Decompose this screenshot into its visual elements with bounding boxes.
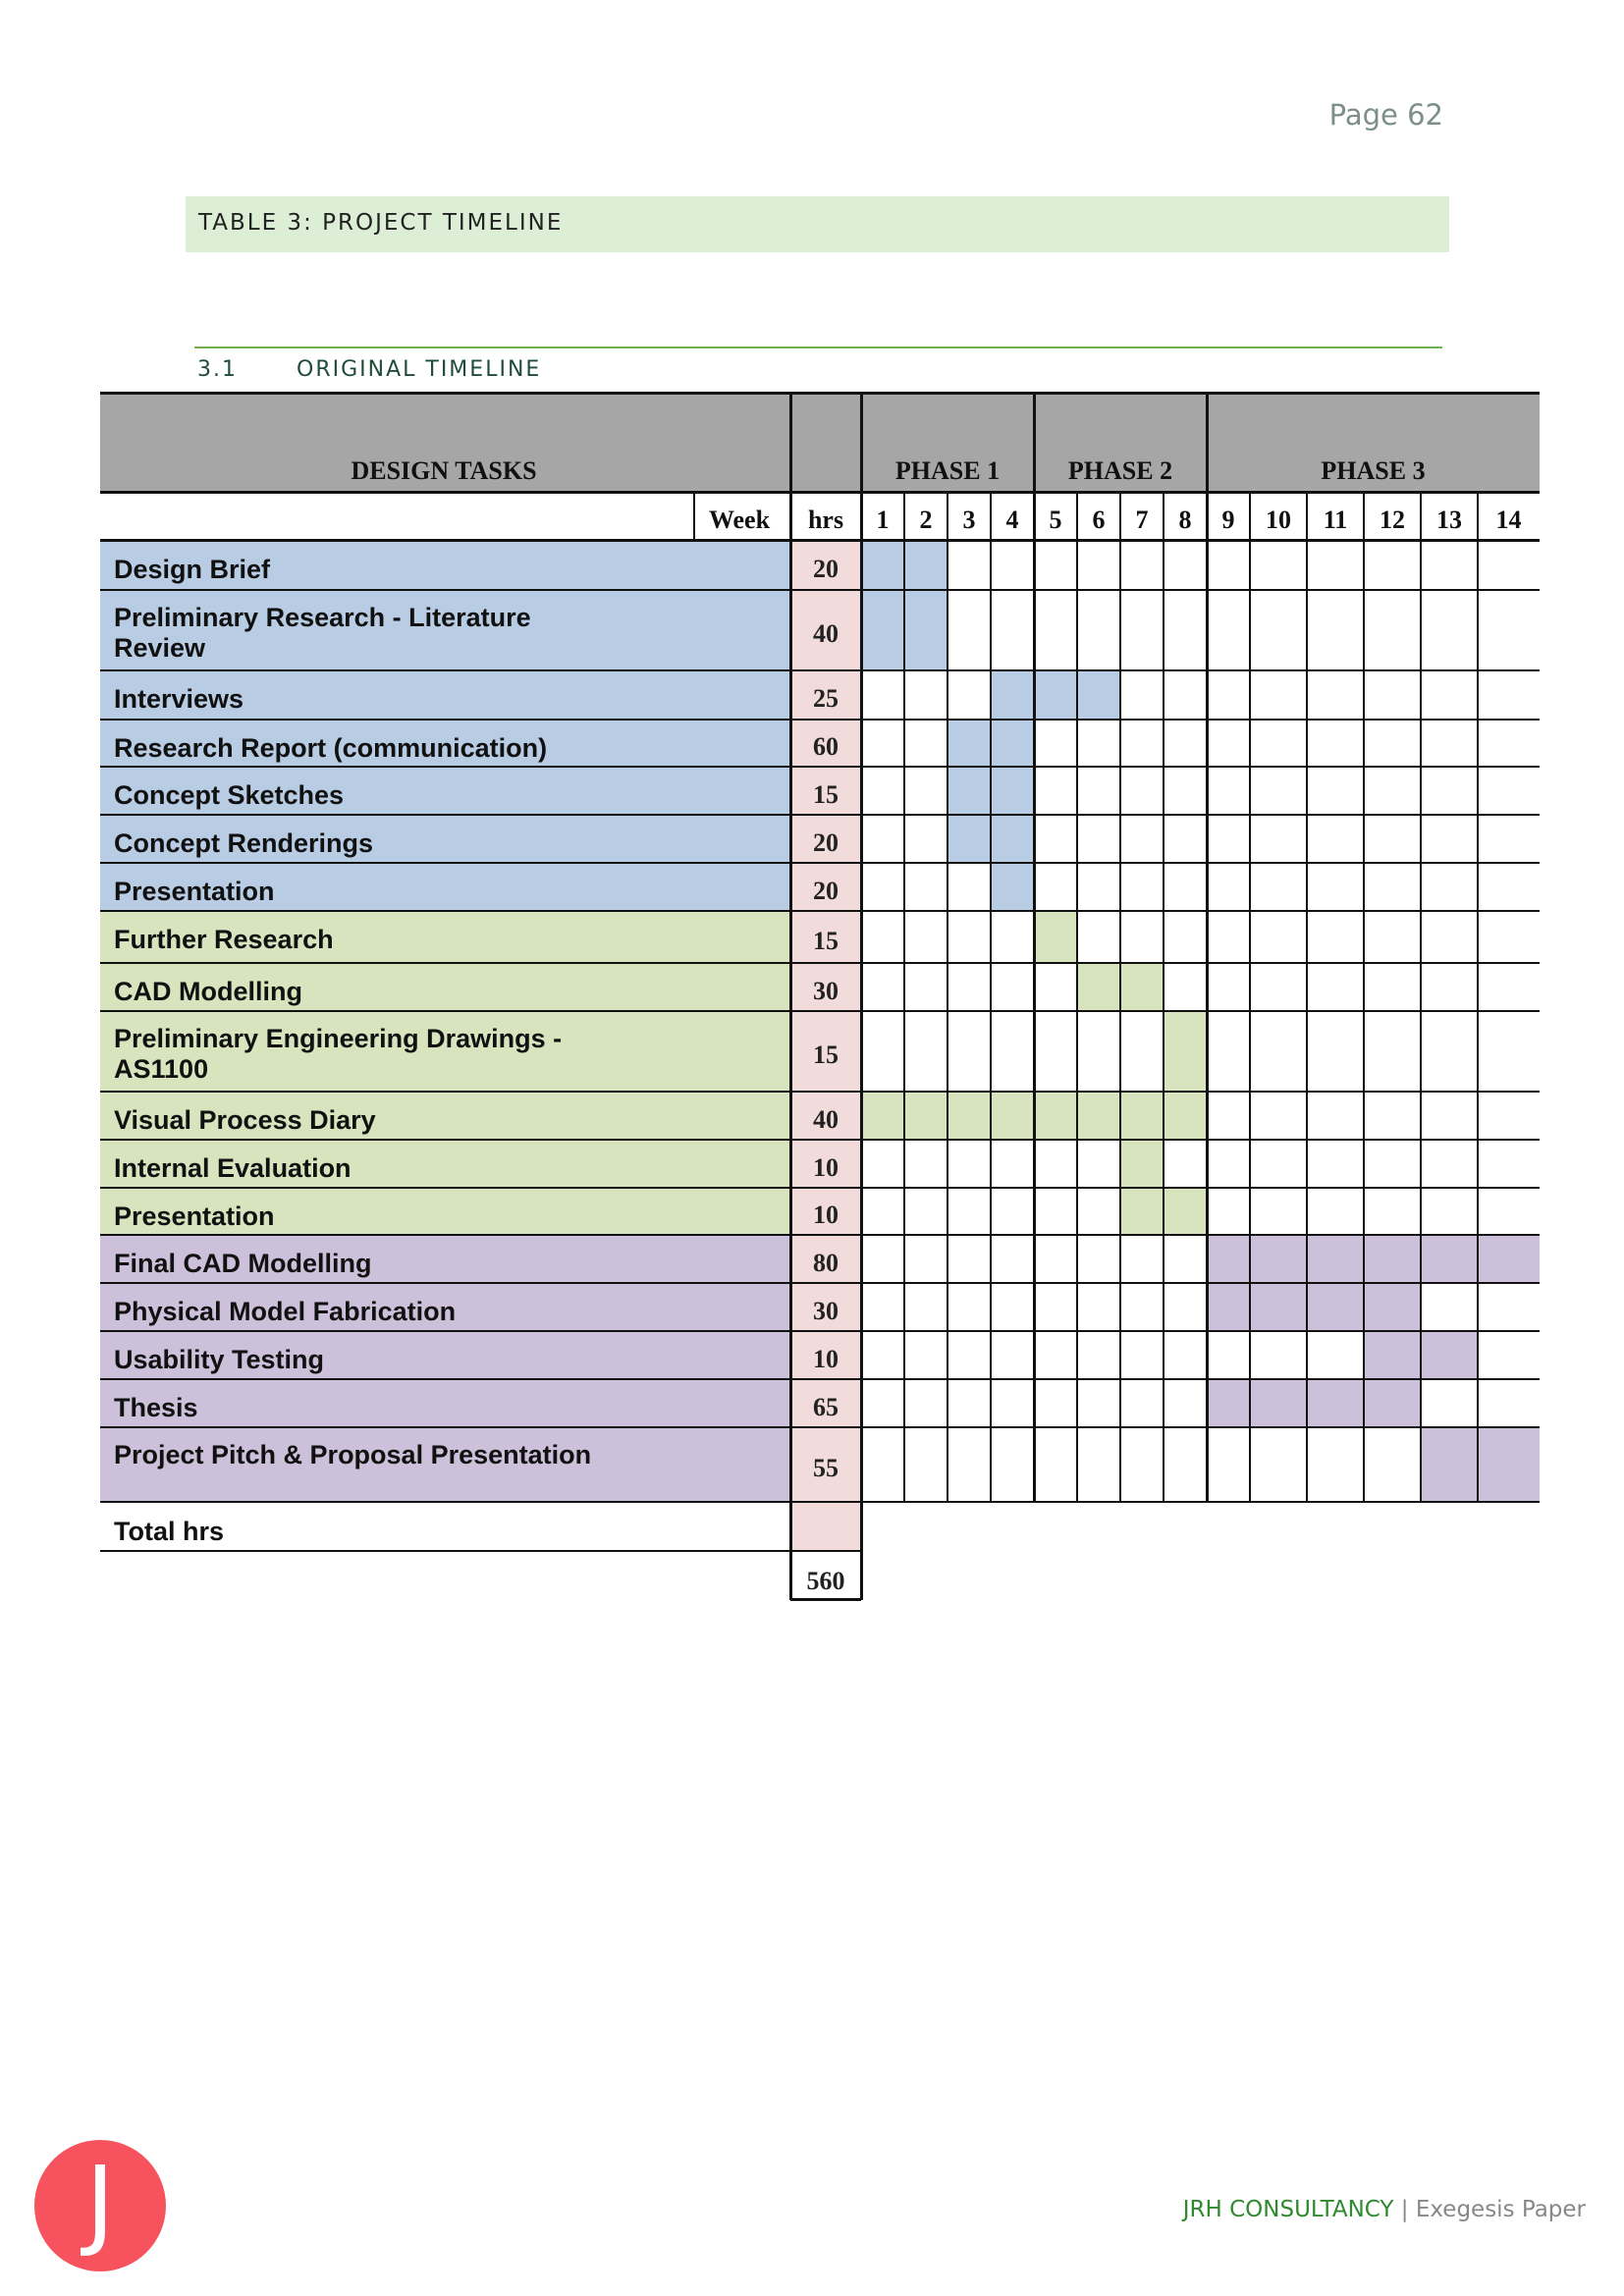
gantt-bar-cell (991, 670, 1034, 720)
week-number: 8 (1178, 506, 1192, 534)
gantt-bar-cell (1207, 1235, 1250, 1283)
task-name: Final CAD Modelling (114, 1249, 372, 1278)
week-number: 2 (919, 506, 933, 534)
gantt-bar-cell (1478, 1235, 1540, 1283)
week-number: 5 (1049, 506, 1062, 534)
gantt-bar-cell (1077, 963, 1120, 1011)
grid-line (100, 1330, 1540, 1332)
grid-line (100, 1187, 1540, 1189)
gantt-bar-cell (991, 815, 1034, 863)
gantt-bar-cell (861, 590, 904, 670)
task-name: Project Pitch & Proposal Presentation (114, 1440, 592, 1469)
task-hrs: 10 (813, 1201, 839, 1229)
grid-line (1033, 393, 1036, 1502)
total-hrs-cell (790, 1502, 861, 1551)
task-hrs: 15 (813, 780, 839, 809)
gantt-bar-cell (1164, 1188, 1207, 1235)
grid-line (693, 492, 695, 541)
task-name: Research Report (communication) (114, 733, 548, 763)
grid-line (100, 1501, 1540, 1503)
gantt-bar-cell (991, 863, 1034, 911)
footer-document-title: Exegesis Paper (1415, 2197, 1586, 2222)
gantt-bar-cell (1077, 1092, 1120, 1140)
task-hrs: 20 (813, 877, 839, 905)
task-name: Presentation (114, 1201, 275, 1231)
gantt-bar-cell (1478, 1427, 1540, 1502)
task-name: Concept Sketches (114, 780, 345, 810)
gantt-bar-cell (1207, 1283, 1250, 1331)
gantt-bar-cell (1120, 1092, 1164, 1140)
gantt-bar-cell (1364, 1235, 1421, 1283)
task-name: Further Research (114, 925, 334, 954)
gantt-bar-cell (1421, 1427, 1478, 1502)
task-hrs: 10 (813, 1153, 839, 1182)
week-number: 4 (1005, 506, 1019, 534)
grid-line (860, 393, 863, 1600)
week-number: 7 (1135, 506, 1149, 534)
task-name: Preliminary Engineering Drawings - AS1100 (114, 1024, 563, 1084)
grid-line (100, 962, 1540, 964)
gantt-bar-cell (991, 720, 1034, 767)
week-number: 9 (1221, 506, 1235, 534)
table-heading-text: TABLE 3: PROJECT TIMELINE (198, 210, 564, 236)
grid-line (903, 492, 905, 1502)
task-hrs: 10 (813, 1345, 839, 1373)
gantt-bar-cell (1207, 1379, 1250, 1427)
week-number: 10 (1266, 506, 1291, 534)
section-title: ORIGINAL TIMELINE (297, 357, 542, 382)
grid-line (100, 1282, 1540, 1284)
grid-line (1477, 492, 1479, 1502)
grid-line (1206, 393, 1209, 1502)
grid-line (100, 539, 1540, 542)
week-number: 6 (1092, 506, 1106, 534)
task-hrs: 55 (813, 1454, 839, 1482)
gantt-bar-cell (991, 1092, 1034, 1140)
gantt-bar-cell (947, 815, 991, 863)
grid-line (100, 719, 1540, 721)
gantt-bar-cell (1250, 1235, 1307, 1283)
gantt-bar-cell (1307, 1235, 1364, 1283)
grid-line (100, 910, 1540, 912)
grid-line (100, 589, 1540, 591)
grid-line (1119, 492, 1121, 1502)
gantt-bar-cell (1307, 1379, 1364, 1427)
gantt-bar-cell (861, 541, 904, 590)
task-hrs: 30 (813, 1297, 839, 1325)
phase-header: PHASE 2 (1067, 456, 1173, 485)
grid-line (100, 1234, 1540, 1236)
gantt-bar-cell (904, 541, 947, 590)
gantt-bar-cell (1034, 670, 1077, 720)
gantt-bar-cell (1120, 1140, 1164, 1188)
grid-line (789, 393, 792, 1600)
gantt-bar-cell (904, 590, 947, 670)
task-name: CAD Modelling (114, 977, 302, 1006)
task-hrs: 25 (813, 684, 839, 713)
grid-line (1420, 492, 1422, 1502)
gantt-bar-cell (947, 767, 991, 815)
grid-line (100, 1010, 1540, 1012)
footer-company: JRH CONSULTANCY (1182, 2197, 1394, 2222)
task-hrs: 65 (813, 1393, 839, 1421)
task-name: Visual Process Diary (114, 1105, 376, 1135)
task-name: Interviews (114, 684, 244, 714)
gantt-bar-cell (1164, 1092, 1207, 1140)
task-hrs: 40 (813, 1105, 839, 1134)
grid-line (947, 492, 948, 1502)
logo-letter: J (85, 2145, 115, 2260)
week-label: Week (708, 506, 771, 534)
gantt-bar-cell (947, 1092, 991, 1140)
gantt-bar-cell (1034, 1092, 1077, 1140)
task-name: Usability Testing (114, 1345, 325, 1374)
gantt-bar-cell (1250, 1283, 1307, 1331)
gantt-bar-cell (1120, 1188, 1164, 1235)
gantt-bar-cell (1421, 1235, 1478, 1283)
task-hrs: 15 (813, 927, 839, 955)
company-logo-icon (34, 2140, 166, 2271)
week-number: 1 (876, 506, 890, 534)
gantt-bar-cell (947, 720, 991, 767)
total-value: 560 (806, 1567, 845, 1595)
task-name: Concept Renderings (114, 828, 374, 858)
grid-line (100, 814, 1540, 816)
task-name: Internal Evaluation (114, 1153, 352, 1183)
phase-header: PHASE 3 (1321, 456, 1426, 485)
task-hrs: 30 (813, 977, 839, 1005)
gantt-bar-cell (991, 767, 1034, 815)
week-number: 11 (1323, 506, 1348, 534)
grid-line (1249, 492, 1251, 1502)
task-hrs: 40 (813, 619, 839, 648)
week-number: 13 (1436, 506, 1462, 534)
task-name: Preliminary Research - Literature Review (114, 603, 531, 663)
grid-line (1076, 492, 1078, 1502)
grid-line (100, 1426, 1540, 1428)
grid-line (990, 492, 992, 1502)
design-tasks-header: DESIGN TASKS (351, 456, 537, 485)
footer-separator: | (1400, 2197, 1409, 2222)
total-label: Total hrs (114, 1517, 225, 1546)
gantt-bar-cell (1120, 963, 1164, 1011)
grid-line (100, 392, 1540, 395)
task-hrs: 80 (813, 1249, 839, 1277)
grid-line (790, 1598, 861, 1601)
grid-line (100, 669, 1540, 671)
gantt-bar-cell (1250, 1379, 1307, 1427)
page-number: Page 62 (1328, 98, 1443, 132)
task-hrs: 60 (813, 732, 839, 761)
grid-line (100, 1091, 1540, 1093)
week-number: 12 (1380, 506, 1405, 534)
grid-line (100, 1550, 861, 1552)
task-hrs: 20 (813, 828, 839, 857)
gantt-bar-cell (904, 1092, 947, 1140)
gantt-bar-cell (1164, 1011, 1207, 1092)
gantt-bar-cell (1034, 911, 1077, 963)
gantt-bar-cell (861, 1092, 904, 1140)
gantt-bar-cell (1364, 1379, 1421, 1427)
grid-line (1306, 492, 1308, 1502)
task-name: Physical Model Fabrication (114, 1297, 457, 1326)
grid-line (1363, 492, 1365, 1502)
week-number: 14 (1495, 506, 1522, 534)
grid-line (100, 1378, 1540, 1380)
task-hrs: 20 (813, 555, 839, 583)
hrs-label: hrs (807, 506, 844, 534)
grid-line (100, 491, 1540, 494)
footer (1129, 2197, 1586, 2222)
gantt-bar-cell (1307, 1283, 1364, 1331)
task-hrs: 15 (813, 1041, 839, 1069)
grid-line (1163, 492, 1164, 1502)
grid-line (100, 862, 1540, 864)
task-name: Thesis (114, 1393, 198, 1422)
phase-header: PHASE 1 (894, 456, 1001, 485)
grid-line (100, 766, 1540, 768)
task-name: Design Brief (114, 555, 271, 584)
task-name: Presentation (114, 877, 275, 906)
gantt-bar-cell (1421, 1331, 1478, 1379)
grid-line (100, 1139, 1540, 1141)
gantt-bar-cell (1364, 1331, 1421, 1379)
section-number: 3.1 (197, 357, 238, 382)
gantt-bar-cell (1364, 1283, 1421, 1331)
gantt-bar-cell (1077, 670, 1120, 720)
week-number: 3 (962, 506, 976, 534)
